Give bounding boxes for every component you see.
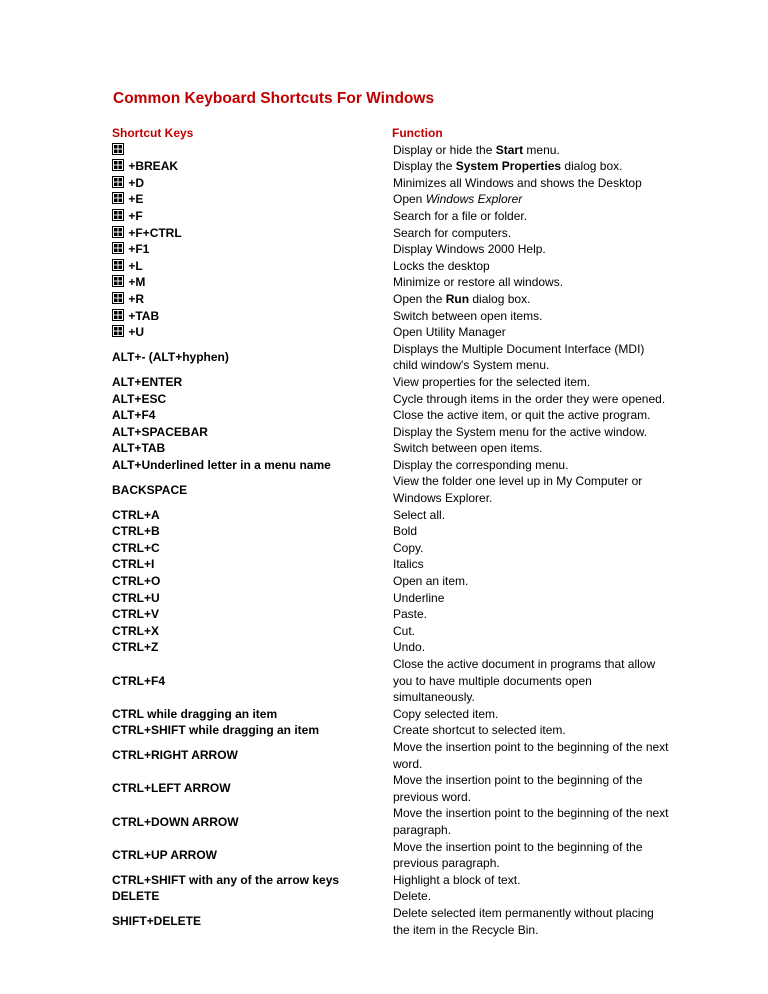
shortcut-key-cell: CTRL+V <box>112 607 160 622</box>
shortcut-key-cell: DELETE <box>112 889 160 904</box>
table-header-row <box>112 125 672 142</box>
function-cell <box>392 175 672 192</box>
function-text: Display or hide the <box>393 142 496 157</box>
page-title: Common Keyboard Shortcuts For Windows <box>113 90 435 107</box>
table-row <box>112 805 672 838</box>
shortcut-key-suffix: +L <box>128 258 143 273</box>
shortcut-key-cell: CTRL+C <box>112 540 160 555</box>
windows-logo-icon <box>112 325 124 337</box>
function-cell: Bold <box>393 524 418 539</box>
table-row <box>112 872 672 889</box>
windows-logo-icon <box>112 176 124 188</box>
table-row <box>112 772 672 805</box>
function-cell: Italics <box>393 557 424 572</box>
table-row <box>112 706 672 723</box>
shortcut-key-suffix: +F+CTRL <box>128 225 182 240</box>
function-text: dialog box. <box>561 159 623 174</box>
table-row <box>112 191 672 208</box>
shortcut-key-cell: CTRL+SHIFT while dragging an item <box>112 723 320 738</box>
shortcut-key-cell: ALT+ENTER <box>112 374 183 389</box>
function-text: System Properties <box>455 159 562 174</box>
table-row <box>112 739 672 772</box>
table-row <box>112 457 672 474</box>
function-cell: Display the corresponding menu. <box>393 457 569 472</box>
windows-logo-icon <box>112 143 124 155</box>
table-row <box>112 424 672 441</box>
table-row <box>112 590 672 607</box>
shortcut-key-cell: CTRL+UP ARROW <box>112 847 217 862</box>
shortcut-key-cell: ALT+ESC <box>112 391 167 406</box>
table-row <box>112 241 672 258</box>
shortcut-key-cell: CTRL+U <box>112 590 160 605</box>
windows-logo-icon <box>112 292 124 304</box>
shortcut-key-cell: CTRL+Z <box>112 640 159 655</box>
function-text: Display Windows 2000 Help. <box>393 242 546 257</box>
table-row <box>112 308 672 325</box>
shortcut-key-cell <box>112 324 392 341</box>
shortcut-key-cell <box>112 291 392 308</box>
table-row <box>112 440 672 457</box>
table-row <box>112 523 672 540</box>
shortcut-key-cell <box>112 225 392 242</box>
function-text: Minimizes all Windows and shows the Desktop <box>393 175 642 190</box>
table-row <box>112 291 672 308</box>
shortcut-key-cell <box>112 175 392 192</box>
windows-logo-icon <box>112 275 124 287</box>
function-text: Start <box>495 142 524 157</box>
function-cell: Delete. <box>393 889 432 904</box>
table-row <box>112 507 672 524</box>
function-cell: Move the insertion point to the beginning of the previous word. <box>393 773 643 804</box>
shortcut-key-cell <box>112 258 392 275</box>
windows-logo-icon <box>112 309 124 321</box>
function-cell: Select all. <box>393 507 446 522</box>
table-row <box>112 473 672 506</box>
function-cell <box>392 324 672 341</box>
table-row <box>112 158 672 175</box>
shortcut-key-cell: CTRL+LEFT ARROW <box>112 781 231 796</box>
shortcut-key-suffix: +R <box>128 291 145 306</box>
function-cell <box>392 274 672 291</box>
function-cell <box>392 225 672 242</box>
table-row <box>112 623 672 640</box>
shortcut-table <box>112 125 672 938</box>
function-cell: Move the insertion point to the beginning of the next paragraph. <box>393 806 669 837</box>
windows-logo-icon <box>112 159 124 171</box>
shortcut-key-cell <box>112 191 392 208</box>
shortcut-key-cell: CTRL while dragging an item <box>112 706 278 721</box>
function-cell: Undo. <box>393 640 426 655</box>
table-row <box>112 722 672 739</box>
function-text: menu. <box>523 142 560 157</box>
table-row <box>112 573 672 590</box>
shortcut-key-suffix: +TAB <box>128 308 160 323</box>
shortcut-key-cell: BACKSPACE <box>112 482 188 497</box>
function-text: Search for computers. <box>393 225 512 240</box>
function-cell: Copy. <box>393 540 424 555</box>
table-row <box>112 407 672 424</box>
function-cell: Highlight a block of text. <box>393 872 521 887</box>
function-cell <box>392 291 672 308</box>
shortcut-key-suffix: +F <box>128 208 143 223</box>
shortcut-key-cell: CTRL+B <box>112 524 160 539</box>
function-cell: Cut. <box>393 623 416 638</box>
shortcut-key-cell: CTRL+O <box>112 574 161 589</box>
shortcut-key-cell: CTRL+DOWN ARROW <box>112 814 239 829</box>
table-row <box>112 374 672 391</box>
table-row <box>112 540 672 557</box>
shortcut-key-cell: ALT+TAB <box>112 441 166 456</box>
function-text: Minimize or restore all windows. <box>393 275 564 290</box>
shortcut-key-cell: SHIFT+DELETE <box>112 914 202 929</box>
function-cell: Open an item. <box>393 574 469 589</box>
function-cell: Move the insertion point to the beginning of the previous paragraph. <box>393 839 643 871</box>
windows-logo-icon <box>112 209 124 221</box>
table-row <box>112 606 672 623</box>
function-cell: Copy selected item. <box>393 706 499 721</box>
windows-logo-icon <box>112 226 124 238</box>
function-text: Locks the desktop <box>393 258 490 273</box>
shortcut-key-suffix: +M <box>128 275 146 290</box>
windows-logo-icon <box>112 259 124 271</box>
table-row <box>112 839 672 872</box>
function-cell <box>392 158 672 175</box>
function-cell <box>392 308 672 325</box>
table-row <box>112 324 672 341</box>
function-cell: Close the active document in programs that allow you to have multiple documents open simultaneously. <box>393 657 656 705</box>
shortcut-key-cell: ALT+F4 <box>112 408 156 423</box>
table-row <box>112 639 672 656</box>
function-text: dialog box. <box>469 291 531 306</box>
shortcut-key-cell <box>112 158 392 175</box>
shortcut-key-cell <box>112 274 392 291</box>
function-cell: View the folder one level up in My Computer or Windows Explorer. <box>393 474 643 506</box>
shortcut-key-cell: CTRL+X <box>112 623 160 638</box>
shortcut-key-cell: CTRL+F4 <box>112 673 166 688</box>
function-cell: Switch between open items. <box>393 441 543 456</box>
function-text: Open <box>393 192 426 207</box>
shortcut-key-cell: ALT+- (ALT+hyphen) <box>112 350 229 365</box>
shortcut-key-cell <box>112 241 392 258</box>
shortcut-key-cell: CTRL+A <box>112 507 160 522</box>
shortcut-key-cell <box>112 142 392 159</box>
table-row <box>112 258 672 275</box>
function-text: Search for a file or folder. <box>393 208 528 223</box>
shortcut-key-cell: ALT+SPACEBAR <box>112 424 208 439</box>
function-cell: Displays the Multiple Document Interface (MDI) child window's System menu. <box>393 341 645 373</box>
function-cell: Cycle through items in the order they were opened. <box>393 391 666 406</box>
table-row <box>112 225 672 242</box>
shortcut-key-suffix: +F1 <box>128 242 150 257</box>
function-cell: Close the active item, or quit the active program. <box>393 408 651 423</box>
function-cell: View properties for the selected item. <box>393 374 591 389</box>
table-row <box>112 556 672 573</box>
table-row <box>112 175 672 192</box>
function-cell <box>392 142 672 159</box>
function-cell <box>392 241 672 258</box>
function-cell: Move the insertion point to the beginning of the next word. <box>393 739 669 771</box>
function-cell: Underline <box>393 590 445 605</box>
function-cell <box>392 258 672 275</box>
shortcut-key-suffix: +BREAK <box>128 159 179 174</box>
shortcut-key-suffix: +D <box>128 175 145 190</box>
shortcut-key-cell: CTRL+SHIFT with any of the arrow keys <box>112 872 340 887</box>
table-row <box>112 274 672 291</box>
function-cell: Delete selected item permanently without placing the item in the Recycle Bin. <box>393 905 654 937</box>
shortcut-key-cell: ALT+Underlined letter in a menu name <box>112 457 331 472</box>
table-row <box>112 391 672 408</box>
table-row <box>112 142 672 159</box>
header-shortcut-keys: Shortcut Keys <box>112 126 194 140</box>
shortcut-table-body <box>112 142 672 939</box>
table-row <box>112 905 672 938</box>
table-row <box>112 656 672 706</box>
function-cell <box>392 191 672 208</box>
table-row <box>112 341 672 374</box>
function-text: Display the <box>393 159 456 174</box>
function-text: Run <box>445 291 470 306</box>
function-cell: Paste. <box>393 607 428 622</box>
shortcut-key-suffix: +E <box>128 192 144 207</box>
windows-logo-icon <box>112 192 124 204</box>
shortcut-key-cell: CTRL+I <box>112 557 155 572</box>
function-text: Windows Explorer <box>425 192 523 207</box>
shortcut-key-cell <box>112 308 392 325</box>
function-cell <box>392 208 672 225</box>
function-text: Open the <box>393 291 446 306</box>
function-text: Open Utility Manager <box>393 325 506 340</box>
function-cell: Create shortcut to selected item. <box>393 723 566 738</box>
function-text: Switch between open items. <box>393 308 543 323</box>
header-function: Function <box>392 126 443 140</box>
table-row <box>112 888 672 905</box>
shortcut-key-cell: CTRL+RIGHT ARROW <box>112 748 238 763</box>
windows-logo-icon <box>112 242 124 254</box>
shortcut-key-cell <box>112 208 392 225</box>
shortcut-key-suffix: +U <box>128 325 145 340</box>
table-row <box>112 208 672 225</box>
function-cell: Display the System menu for the active window. <box>393 424 648 439</box>
